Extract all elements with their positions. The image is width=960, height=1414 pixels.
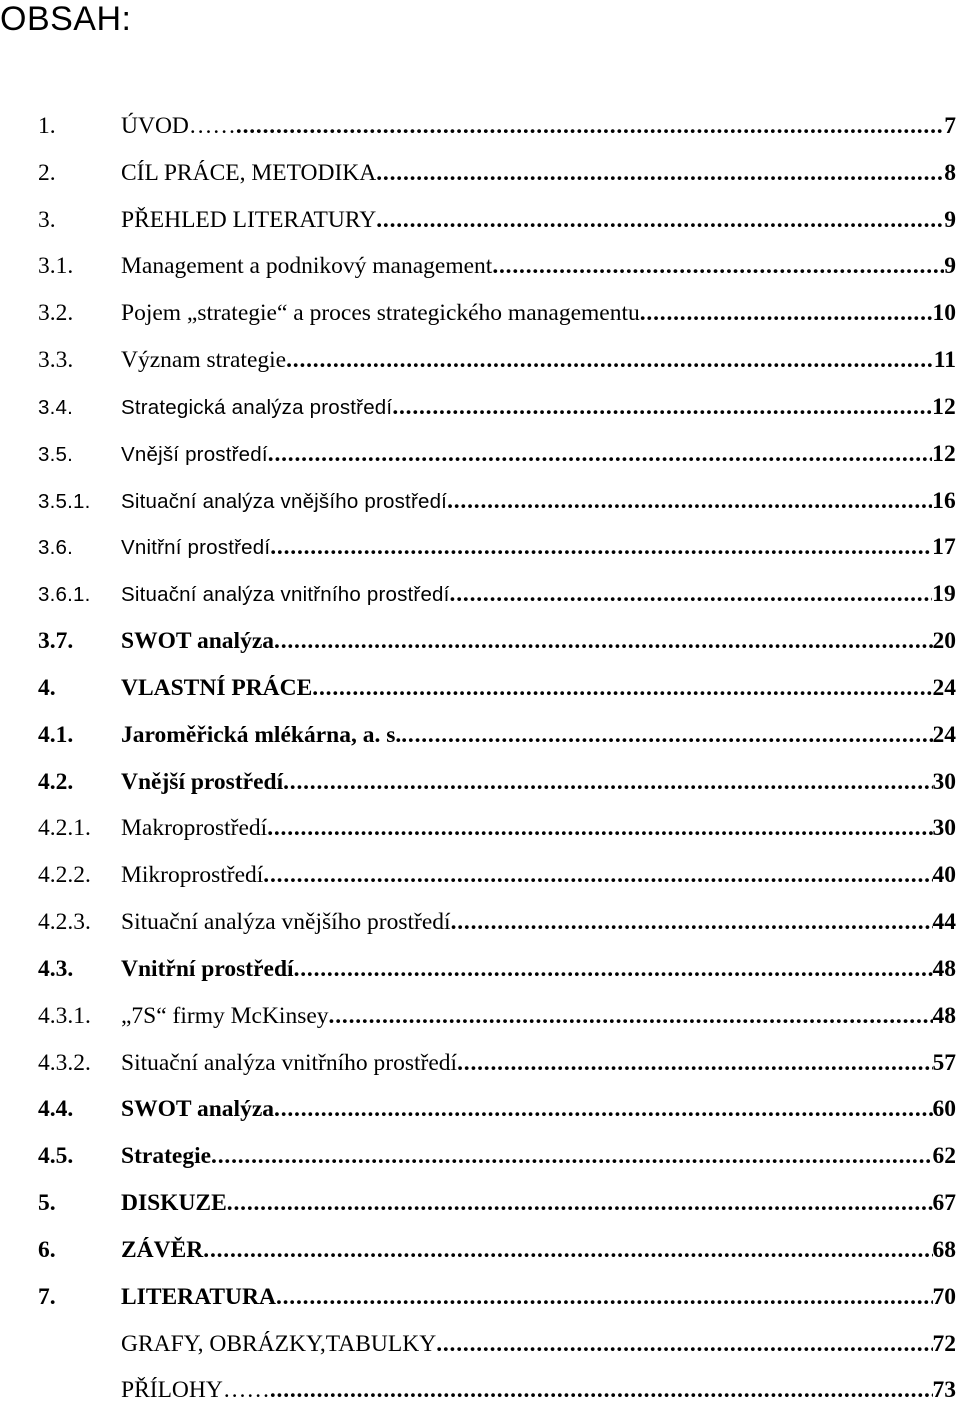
toc-dot-leader [492,243,944,290]
toc-entry-title: ÚVOD…… [121,113,236,139]
toc-entry-number: 3.2. [38,300,74,327]
toc-entry[interactable] [38,524,956,571]
toc-entry-page-number: 16 [932,487,956,514]
toc-entry-number: 1. [38,113,56,139]
toc-entry[interactable] [38,712,956,759]
toc-dot-leader [392,384,932,431]
toc-entry-page-number: 57 [932,1049,956,1076]
toc-dot-leader [274,618,932,665]
toc-dot-leader [286,337,934,384]
toc-dot-leader [457,1040,932,1087]
toc-entry-number: 4.2. [38,768,74,795]
toc-entry-title: LITERATURA [121,1283,276,1310]
toc-entry-page-number: 9 [944,253,956,280]
toc-entry[interactable] [38,290,956,337]
table-of-contents [38,103,956,1414]
toc-entry-number: 3.1. [38,253,74,280]
toc-entry-page-number: 19 [932,581,956,608]
toc-entry-title: Management a podnikový management [121,253,493,280]
toc-entry[interactable] [38,1180,956,1227]
toc-entry[interactable] [38,1367,956,1414]
toc-entry-page-number: 17 [932,534,956,561]
toc-dot-leader [283,759,932,806]
toc-entry-page-number: 24 [932,721,956,748]
toc-dot-leader [401,712,932,759]
toc-entry-title: Vnitřní prostředí [121,536,271,560]
toc-entry[interactable] [38,384,956,431]
toc-entry-page-number: 24 [932,674,956,701]
toc-entry[interactable] [38,618,956,665]
toc-entry-title: SWOT analýza [121,628,275,655]
toc-entry-page-number: 10 [932,300,956,327]
toc-entry-page-number: 72 [932,1330,956,1357]
toc-entry-number: 4.2.3. [38,909,91,936]
toc-dot-leader [376,197,944,244]
toc-dot-leader [447,478,932,525]
toc-dot-leader [268,431,932,478]
toc-entry-title: DISKUZE [121,1190,227,1217]
toc-entry-page-number: 73 [932,1377,956,1404]
toc-dot-leader [227,1180,933,1227]
toc-entry[interactable] [38,1086,956,1133]
toc-entry-number: 4.4. [38,1096,74,1123]
toc-entry-page-number: 12 [932,393,956,420]
toc-dot-leader [640,290,933,337]
toc-dot-leader [436,1321,932,1368]
toc-entry-number: 3.7. [38,628,74,655]
toc-entry[interactable] [38,431,956,478]
toc-entry[interactable] [38,103,956,150]
toc-entry-number: 6. [38,1236,56,1263]
toc-dot-leader [376,150,944,197]
toc-entry-title: VLASTNÍ PRÁCE [121,674,313,701]
toc-entry[interactable] [38,993,956,1040]
toc-entry[interactable] [38,1274,956,1321]
toc-entry[interactable] [38,1321,956,1368]
toc-entry-title: ZÁVĚR [121,1236,204,1263]
toc-entry-title: PŘÍLOHY…… [121,1377,270,1404]
toc-entry-number: 3.6.1. [38,583,91,607]
toc-entry[interactable] [38,1133,956,1180]
toc-entry[interactable] [38,243,956,290]
toc-entry-title: Strategie [121,1143,212,1170]
toc-entry-page-number: 48 [932,955,956,982]
toc-dot-leader [270,524,932,571]
toc-entry[interactable] [38,1227,956,1274]
toc-entry-title: CÍL PRÁCE, METODIKA [121,159,377,186]
toc-entry-title: Vnější prostředí [121,768,284,795]
toc-entry-title: Mikroprostředí [121,862,264,889]
toc-entry-page-number: 67 [932,1190,956,1217]
toc-entry-number: 2. [38,159,56,186]
toc-entry-title: Makroprostředí [121,815,268,842]
toc-dot-leader [329,993,933,1040]
toc-entry[interactable] [38,805,956,852]
toc-entry-number: 4.3. [38,955,74,982]
toc-dot-leader [263,852,932,899]
toc-entry[interactable] [38,759,956,806]
toc-entry[interactable] [38,571,956,618]
toc-entry-page-number: 12 [932,440,956,467]
toc-entry-title: Strategická analýza prostředí [121,395,393,419]
toc-dot-leader [236,103,944,150]
toc-dot-leader [312,665,932,712]
toc-entry-page-number: 44 [932,909,956,936]
toc-entry-title: Vnitřní prostředí [121,955,294,982]
toc-entry-page-number: 62 [932,1143,956,1170]
toc-entry-page-number: 60 [932,1096,956,1123]
toc-entry-number: 3.5. [38,442,73,466]
toc-entry-number: 3.3. [38,347,74,374]
toc-entry[interactable] [38,337,956,384]
toc-entry-number: 4.5. [38,1143,74,1170]
toc-entry-number: 3.6. [38,536,73,560]
toc-dot-leader [211,1133,932,1180]
toc-entry-title: Význam strategie [121,347,287,374]
toc-entry[interactable] [38,150,956,197]
page-title: OBSAH: [0,0,132,38]
toc-dot-leader [450,571,933,618]
toc-entry-number: 5. [38,1190,56,1217]
toc-entry[interactable] [38,665,956,712]
toc-entry[interactable] [38,1040,956,1087]
toc-dot-leader [294,946,933,993]
toc-entry-title: Vnější prostředí [121,442,268,466]
toc-entry-page-number: 40 [932,862,956,889]
toc-dot-leader [203,1227,932,1274]
toc-entry-number: 4. [38,674,56,701]
toc-entry-title: „7S“ firmy McKinsey [121,1002,329,1029]
toc-entry-title: Jaroměřická mlékárna, a. s. [121,721,402,748]
toc-entry-title: Situační analýza vnějšího prostředí [121,489,448,513]
toc-dot-leader [451,899,933,946]
toc-entry-number: 3.5.1. [38,489,91,513]
toc-dot-leader [267,805,932,852]
toc-entry-title: Situační analýza vnějšího prostředí [121,909,451,936]
toc-entry-title: Situační analýza vnitřního prostředí [121,583,450,607]
toc-entry-number: 4.1. [38,721,74,748]
toc-entry[interactable] [38,478,956,525]
toc-entry-number: 4.3.1. [38,1002,91,1029]
toc-entry-page-number: 11 [933,347,956,374]
toc-entry-page-number: 70 [932,1283,956,1310]
toc-entry-number: 4.2.2. [38,862,91,889]
toc-entry-page-number: 68 [932,1236,956,1263]
toc-entry[interactable] [38,899,956,946]
toc-dot-leader [276,1274,933,1321]
toc-dot-leader [274,1086,932,1133]
toc-entry-title: PŘEHLED LITERATURY [121,206,377,233]
toc-entry-page-number: 9 [944,206,956,233]
toc-entry-number: 3. [38,206,56,233]
toc-entry-page-number: 7 [944,113,956,139]
toc-entry[interactable] [38,852,956,899]
toc-entry[interactable] [38,946,956,993]
toc-entry-page-number: 48 [932,1002,956,1029]
toc-entry-number: 4.3.2. [38,1049,91,1076]
toc-entry-title: GRAFY, OBRÁZKY,TABULKY [121,1330,437,1357]
toc-entry-page-number: 30 [932,815,956,842]
toc-entry-number: 4.2.1. [38,815,91,842]
toc-entry-page-number: 8 [944,159,956,186]
toc-entry[interactable] [38,197,956,244]
toc-entry-title: Situační analýza vnitřního prostředí [121,1049,458,1076]
toc-entry-page-number: 20 [932,628,956,655]
toc-entry-number: 7. [38,1283,56,1310]
toc-entry-title: SWOT analýza [121,1096,275,1123]
toc-entry-number: 3.4. [38,395,73,419]
toc-entry-page-number: 30 [932,768,956,795]
toc-dot-leader [270,1367,933,1414]
toc-entry-title: Pojem „strategie“ a proces strategického managementu [121,300,640,327]
